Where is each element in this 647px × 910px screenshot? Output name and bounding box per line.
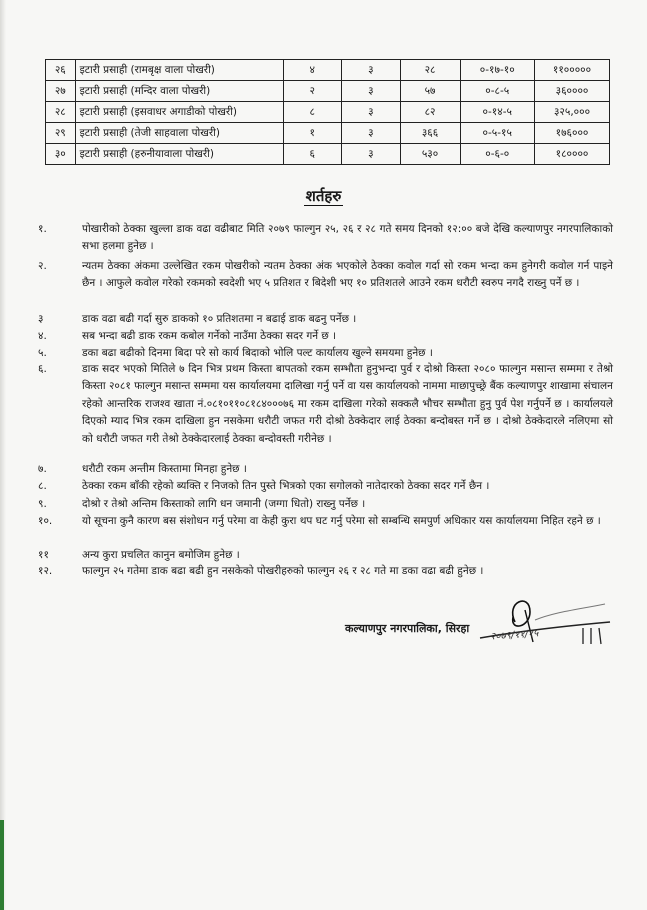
condition-number: ८. bbox=[38, 480, 47, 492]
condition-item bbox=[38, 311, 613, 328]
table-cell: ३ bbox=[342, 144, 401, 165]
table-cell: ५३० bbox=[400, 144, 460, 165]
table-cell: ३ bbox=[342, 60, 401, 81]
table-row bbox=[46, 81, 610, 102]
table-cell: ०-६-० bbox=[460, 144, 535, 165]
condition-text: दोश्रो र तेश्रो अन्तिम किस्ताको लागि धन जमानी (जग्गा धितो) राख्नु पर्नेछ । bbox=[82, 498, 366, 510]
table-row bbox=[46, 123, 610, 144]
table-row bbox=[46, 60, 610, 81]
condition-text: धरौटी रकम अन्तीम किस्तामा मिनहा हुनेछ । bbox=[82, 463, 247, 475]
page-edge bbox=[0, 0, 6, 910]
condition-item bbox=[38, 345, 613, 362]
condition-number: १. bbox=[38, 223, 47, 235]
condition-item bbox=[38, 513, 613, 530]
condition-number: ५. bbox=[38, 347, 47, 359]
table-cell: ३२५,००० bbox=[535, 102, 610, 123]
signature-mark bbox=[475, 582, 615, 662]
condition-number: १०. bbox=[38, 515, 53, 527]
table-cell: २७ bbox=[46, 81, 76, 102]
condition-item bbox=[38, 328, 613, 345]
table-cell: ०-१४-५ bbox=[460, 102, 535, 123]
table-cell: २८ bbox=[46, 102, 76, 123]
table-cell: ३६०००० bbox=[535, 81, 610, 102]
condition-number: १२. bbox=[38, 565, 53, 577]
condition-number: ४. bbox=[38, 330, 47, 342]
table-cell: इटारी प्रसाही (इसवाधर अगाडीको पोखरी) bbox=[75, 102, 283, 123]
table-cell: ८ bbox=[283, 102, 342, 123]
table-row bbox=[46, 144, 610, 165]
table-cell: ३ bbox=[342, 123, 401, 144]
table-cell: ११००००० bbox=[535, 60, 610, 81]
table-cell: १८०००० bbox=[535, 144, 610, 165]
table-cell: २ bbox=[283, 81, 342, 102]
table-cell: १ bbox=[283, 123, 342, 144]
condition-text: यो सूचना कुनै कारण बस संशोधन गर्नु परेमा वा केही कुरा थप घट गर्नु परेमा सो सम्बन्धि समपुर्ण अधिकार यस कार्यालयमा निहित रहने छ । bbox=[82, 515, 601, 527]
table-cell: ८२ bbox=[400, 102, 460, 123]
table-cell: २६ bbox=[46, 60, 76, 81]
table-cell: इटारी प्रसाही (तेजी साहवाला पोखरी) bbox=[75, 123, 283, 144]
condition-text: न्यतम ठेक्का अंकमा उल्लेखित रकम पोखरीको न्यतम ठेक्का अंक भएकोले ठेक्का कवोल गर्दा सो रकम भन्दा कम हुनेगरी कवोल गर्न पाइने छैन । आफुले कवोल गरेको रकमको स्वदेशी भए ५ प्रतिशत र बिदेशी भए १० प्रतिशतले आउने रकम धरौटी स्वरुप नगदै राख्नु पर्ने छ । bbox=[82, 260, 613, 290]
signature-date: २०७९/११/१५ bbox=[489, 628, 539, 643]
condition-item bbox=[38, 496, 613, 513]
condition-item bbox=[38, 258, 613, 293]
conditions-heading: शर्तहरु bbox=[305, 187, 342, 205]
condition-number: ६. bbox=[38, 363, 47, 375]
condition-text: ठेक्का रकम बाँकी रहेको ब्यक्ति र निजको तिन पुस्ते भित्रको एका सगोलको नातेदारको ठेक्का सदर गर्ने छैन । bbox=[82, 480, 490, 492]
condition-text: डाक वढा बढी गर्दा सुरु डाकको १० प्रतिशतमा न बढाई डाक बढनु पर्नेछ । bbox=[82, 313, 357, 325]
table-cell: २८ bbox=[400, 60, 460, 81]
condition-text: डका बढा बढीको दिनमा बिदा परे सो कार्य बिदाको भोलि पल्ट कार्यालय खुल्ने समयमा हुनेछ । bbox=[82, 347, 433, 359]
table-cell: इटारी प्रसाही (रामबृक्ष वाला पोखरी) bbox=[75, 60, 283, 81]
condition-text: अन्य कुरा प्रचलित कानुन बमोजिम हुनेछ । bbox=[82, 549, 240, 561]
condition-item bbox=[38, 361, 613, 448]
condition-item bbox=[38, 221, 613, 256]
table-cell: ४ bbox=[283, 60, 342, 81]
condition-text: फाल्गुन २५ गतेमा डाक बढा बढी हुन नसकेको पोखरीहरुको फाल्गुन २६ र २८ गते मा डका वढा बढी हुनेछ । bbox=[82, 565, 484, 577]
condition-text: डाक सदर भएको मितिले ७ दिन भित्र प्रथम किस्ता बापतको रकम सम्भौता हुनुभन्दा पुर्व र दोश्रो किस्ता २०८० फाल्गुन मसान्त सम्ममा र तेश्रो किस्ता २०८१ फाल्गुन मसान्त सम्ममा यस कार्यालयमा दालिखा गर्नु पर्ने वा यस कार्यालयको नाममा माछापुच्छ्रे बैंक कल्याणपुर शाखामा संचालन रहेको आन्तरिक राजश्व खाता नं.०८१०११०८१८४०००७६ मा रकम दाखिला गरेको सक्कलै भौचर सम्भौता हुनु पुर्व पेश गर्नुपर्ने छ । कार्यालयले दिएको म्याद भित्र रकम दाखिला हुन नसकेमा धरौटी जफत गरी दोश्रो ठेक्केदार लाई ठेक्का बन्दोबस्त गर्ने छ । दोश्रो ठेक्केदारले नलिएमा सो को धरौटी जफत गरी तेश्रो ठेक्केदारलाई ठेक्का बन्दोवस्ती गरीनेछ । bbox=[82, 363, 613, 445]
condition-item bbox=[38, 563, 613, 580]
table-row bbox=[46, 102, 610, 123]
condition-number: ३ bbox=[38, 313, 44, 325]
table-cell: ३० bbox=[46, 144, 76, 165]
table-cell: १७६००० bbox=[535, 123, 610, 144]
table-cell: २९ bbox=[46, 123, 76, 144]
condition-item bbox=[38, 547, 613, 564]
table-cell: इटारी प्रसाही (मन्दिर वाला पोखरी) bbox=[75, 81, 283, 102]
table-cell: ६ bbox=[283, 144, 342, 165]
condition-item bbox=[38, 461, 613, 478]
condition-number: २. bbox=[38, 260, 47, 272]
ponds-table bbox=[45, 59, 610, 165]
table-cell: ०-८-५ bbox=[460, 81, 535, 102]
municipality-signoff: कल्याणपुर नगरपालिका, सिरहा bbox=[345, 622, 470, 635]
green-edge-strip bbox=[0, 820, 4, 910]
table-cell: ०-१७-१० bbox=[460, 60, 535, 81]
condition-text: पोखारीको ठेक्का खुल्ला डाक वढा वढीबाट मिति २०७९ फाल्गुन २५, २६ र २८ गते समय दिनको १२:०० बजे देखि कल्याणपुर नगरपालिकाको सभा हलमा हुनेछ । bbox=[82, 223, 613, 253]
table-cell: ३ bbox=[342, 102, 401, 123]
condition-text: सब भन्दा बढी डाक रकम कबोल गर्नेको नाउँमा ठेक्का सदर गर्ने छ । bbox=[82, 330, 337, 342]
condition-number: ७. bbox=[38, 463, 47, 475]
condition-item bbox=[38, 478, 613, 495]
condition-number: ११ bbox=[38, 549, 49, 561]
table-cell: इटारी प्रसाही (हरुनीयावाला पोखरी) bbox=[75, 144, 283, 165]
condition-number: ९. bbox=[38, 498, 47, 510]
table-cell: ५७ bbox=[400, 81, 460, 102]
table-cell: ३६६ bbox=[400, 123, 460, 144]
table-cell: ३ bbox=[342, 81, 401, 102]
table-cell: ०-५-१५ bbox=[460, 123, 535, 144]
